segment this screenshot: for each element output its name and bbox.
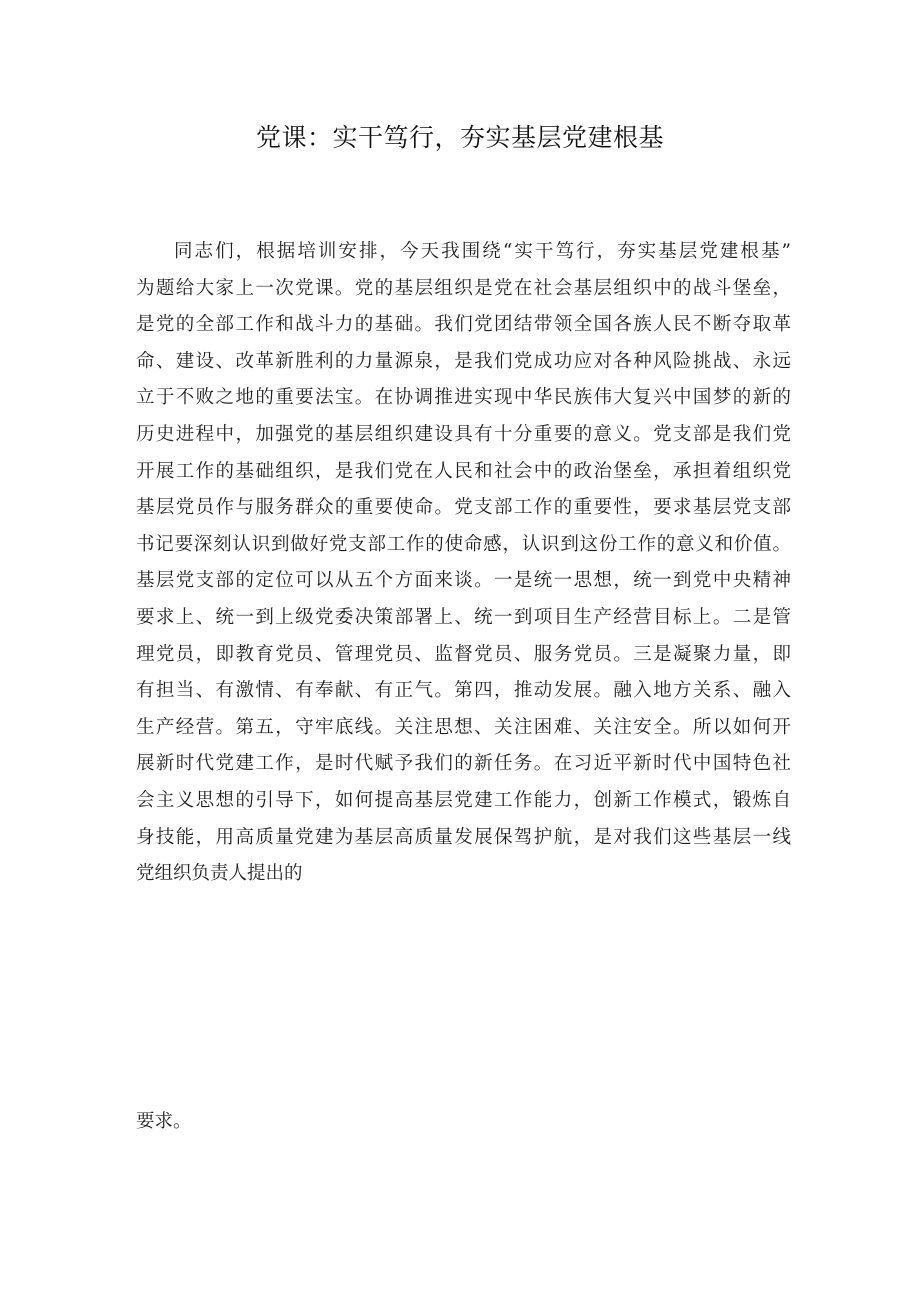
body-line: 展新时代党建工作，是时代赋予我们的新任务。在习近平新时代中国特色社 xyxy=(136,753,791,775)
body-tail-line: 要求。 xyxy=(136,1111,192,1132)
body-line: 历史进程中，加强党的基层组织建设具有十分重要的意义。党支部是我们党 xyxy=(136,423,791,445)
body-line: 生产经营。第五，守牢底线。关注思想、关注困难、关注安全。所以如何开 xyxy=(136,716,791,738)
body-line: 基层党员作与服务群众的重要使命。党支部工作的重要性，要求基层党支部 xyxy=(136,497,791,519)
body-line: 党组织负责人提出的 xyxy=(136,863,303,885)
body-line: 同志们，根据培训安排，今天我围绕“实干笃行，夯实基层党建根基” xyxy=(174,241,791,262)
body-line: 身技能，用高质量党建为基层高质量发展保驾护航，是对我们这些基层一线 xyxy=(136,826,791,848)
body-line: 书记要深刻认识到做好党支部工作的使命感，认识到这份工作的意义和价值。 xyxy=(136,533,791,555)
body-line: 会主义思想的引导下，如何提高基层党建工作能力，创新工作模式，锻炼自 xyxy=(136,789,791,811)
body-line: 开展工作的基础组织，是我们党在人民和社会中的政治堡垒，承担着组织党 xyxy=(136,460,791,482)
body-line: 有担当、有激情、有奉献、有正气。第四，推动发展。融入地方关系、融入 xyxy=(136,680,791,702)
body-line: 要求上、统一到上级党委决策部署上、统一到项目生产经营目标上。二是管 xyxy=(136,606,791,628)
body-line: 是党的全部工作和战斗力的基础。我们党团结带领全国各族人民不断夺取革 xyxy=(136,314,791,336)
page-title: 党课：实干笃行，夯实基层党建根基 xyxy=(255,123,664,152)
body-line: 为题给大家上一次党课。党的基层组织是党在社会基层组织中的战斗堡垒， xyxy=(136,277,791,299)
body-line: 理党员，即教育党员、管理党员、监督党员、服务党员。三是凝聚力量，即 xyxy=(136,643,791,665)
body-paragraph xyxy=(136,234,791,893)
body-line: 基层党支部的定位可以从五个方面来谈。一是统一思想，统一到党中央精神 xyxy=(136,570,791,592)
body-line: 命、建设、改革新胜利的力量源泉，是我们党成功应对各种风险挑战、永远 xyxy=(136,350,791,372)
body-line: 立于不败之地的重要法宝。在协调推进实现中华民族伟大复兴中国梦的新的 xyxy=(136,387,791,409)
